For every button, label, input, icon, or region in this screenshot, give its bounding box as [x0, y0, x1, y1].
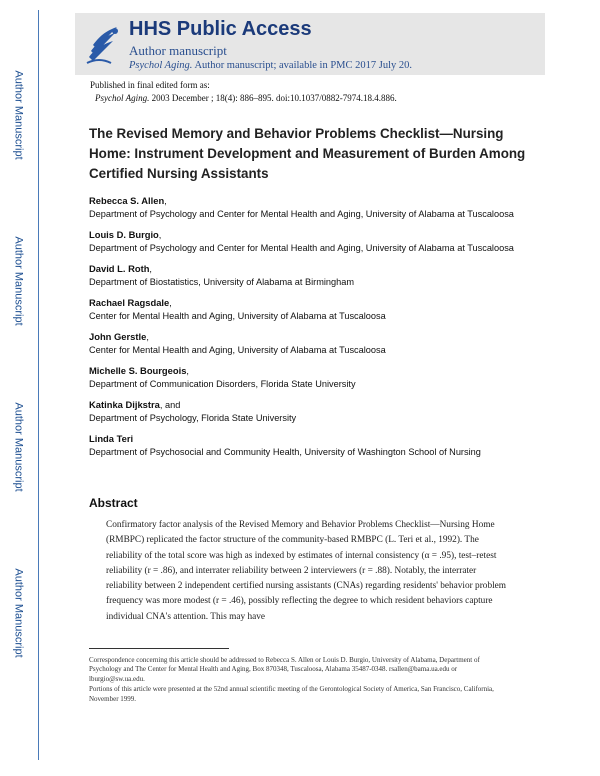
journal-name: Psychol Aging. — [129, 60, 193, 71]
author-affiliation: Center for Mental Health and Aging, University of Alabama at Tuscaloosa — [89, 311, 386, 321]
article-title: The Revised Memory and Behavior Problems Checklist—Nursing Home: Instrument Development and Measurement of Burden Among Certified Nursing Assistants — [89, 126, 526, 181]
author-name: David L. Roth — [89, 263, 150, 274]
author-affiliation: Center for Mental Health and Aging, University of Alabama at Tuscaloosa — [89, 345, 386, 355]
author-name: Michelle S. Bourgeois — [89, 365, 187, 376]
citation: Psychol Aging. 2003 December ; 18(4): 886–895. doi:10.1037/0882-7974.18.4.886. — [95, 93, 397, 103]
author-manuscript-label: Author manuscript — [129, 43, 227, 58]
author-name: Katinka Dijkstra — [89, 399, 160, 410]
hhs-title: HHS Public Access — [129, 18, 312, 40]
author-entry: Katinka Dijkstra, and Department of Psychology, Florida State University — [89, 398, 529, 425]
sidebar-label: Author Manuscript — [13, 402, 26, 492]
presentation-note: Portions of this article were presented at the 52nd annual scientific meeting of the Gerontological Society of America, San Francisco, California, November 1999. — [89, 685, 494, 703]
published-label: Published in final edited form as: — [90, 80, 210, 90]
sidebar-rule — [38, 10, 39, 760]
footnotes — [89, 656, 509, 705]
author-affiliation: Department of Biostatistics, University of Alabama at Birmingham — [89, 277, 355, 287]
author-entry: Michelle S. Bourgeois, Department of Communication Disorders, Florida State University — [89, 364, 529, 391]
author-list — [89, 194, 529, 466]
author-name: Linda Teri — [89, 433, 134, 444]
sidebar — [0, 0, 40, 776]
hhs-eagle-logo — [81, 19, 123, 69]
author-affiliation: Department of Psychology, Florida State University — [89, 413, 297, 423]
author-entry: Louis D. Burgio, Department of Psychology and Center for Mental Health and Aging, University of Alabama at Tuscaloosa — [89, 228, 529, 255]
sidebar-label: Author Manuscript — [13, 70, 26, 160]
author-affiliation: Department of Psychology and Center for Mental Health and Aging, University of Alabama at Tuscaloosa — [89, 243, 514, 253]
sidebar-label: Author Manuscript — [13, 236, 26, 326]
footnote-divider — [89, 648, 229, 649]
author-affiliation: Department of Psychology and Center for Mental Health and Aging, University of Alabama at Tuscaloosa — [89, 209, 514, 219]
availability-line: Psychol Aging. Author manuscript; available in PMC 2017 July 20. — [129, 60, 412, 71]
author-affiliation: Department of Communication Disorders, Florida State University — [89, 379, 356, 389]
author-name: Rachael Ragsdale — [89, 297, 170, 308]
author-name: John Gerstle — [89, 331, 147, 342]
author-entry: Rachael Ragsdale, Center for Mental Health and Aging, University of Alabama at Tuscaloosa — [89, 296, 529, 323]
author-name: Rebecca S. Allen — [89, 195, 165, 206]
publication-info — [90, 79, 397, 105]
abstract-text: Confirmatory factor analysis of the Revised Memory and Behavior Problems Checklist—Nursing Home (RMBPC) replicated the factor structure of the community-based RMBPC (L. Teri et al., 1992). The reliability of the total score was high as indexed by estimates of internal consistency (α = .95), test–retest reliability (r = .86), and interrater reliability between 2 interviewers (r = .88). Notably, the interrater reliability between 2 independent certified nursing assistants (CNAs) regarding residents' behavior problem frequency was more modest (r = .46), possibly reflecting the degree to which resident behaviors capture individual CNA's attention. This may have — [106, 520, 507, 622]
abstract-heading: Abstract — [89, 496, 138, 510]
author-entry: Rebecca S. Allen, Department of Psychology and Center for Mental Health and Aging, University of Alabama at Tuscaloosa — [89, 194, 529, 221]
author-name: Louis D. Burgio — [89, 229, 159, 240]
hhs-header — [75, 13, 545, 75]
author-affiliation: Department of Psychosocial and Community Health, University of Washington School of Nursing — [89, 447, 481, 457]
author-entry: David L. Roth, Department of Biostatistics, University of Alabama at Birmingham — [89, 262, 529, 289]
author-entry: John Gerstle, Center for Mental Health and Aging, University of Alabama at Tuscaloosa — [89, 330, 529, 357]
sidebar-label: Author Manuscript — [13, 568, 26, 658]
correspondence-note: Correspondence concerning this article should be addressed to Rebecca S. Allen or Louis D. Burgio, University of Alabama, Department of Psychology and The Center for Mental Health and Aging, Box 870348, Tuscaloosa, Alabama 35487-0348. rsallen@bama.ua.edu or lburgio@sw.ua.edu. — [89, 656, 480, 683]
author-entry — [89, 432, 529, 459]
